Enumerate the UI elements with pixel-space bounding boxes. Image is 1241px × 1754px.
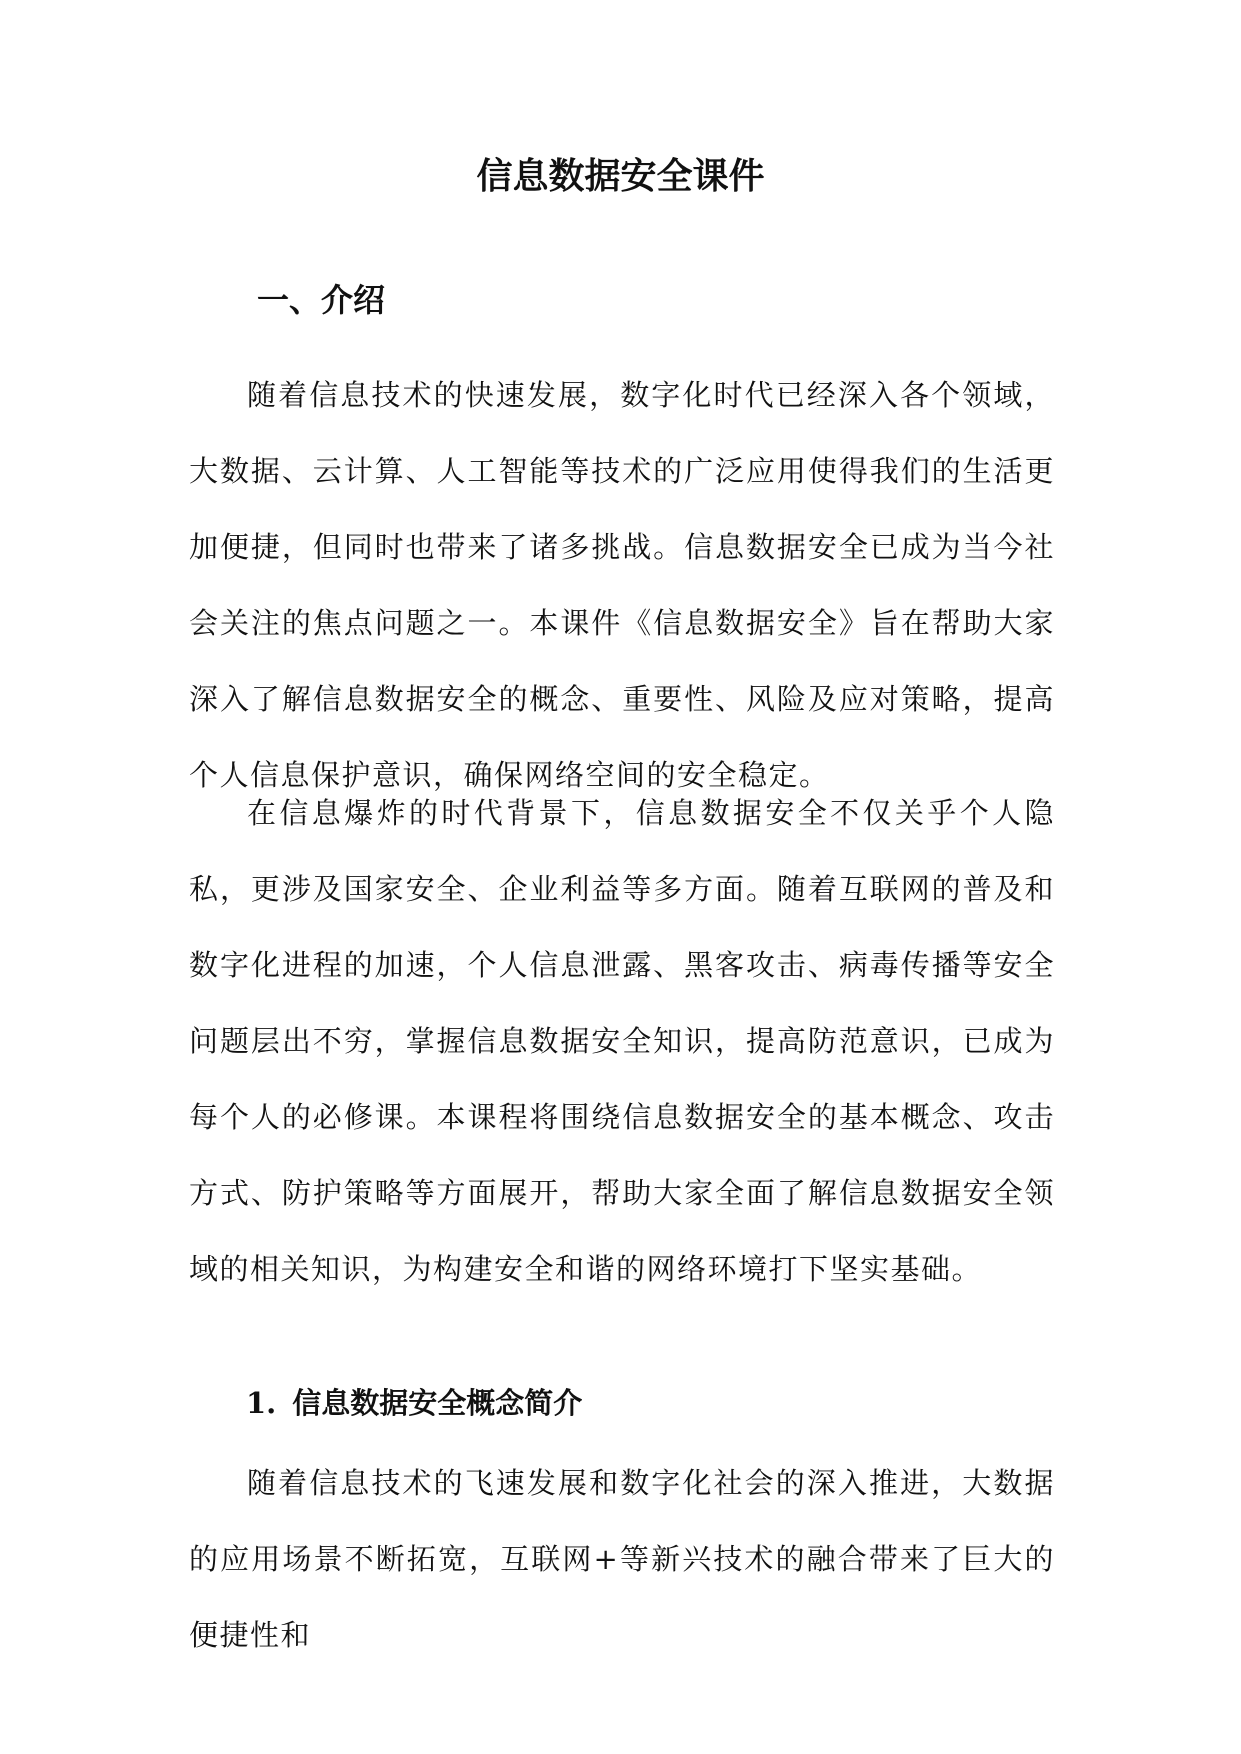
document-title: 信息数据安全课件	[476, 155, 765, 197]
subsection-number: 1.	[246, 1386, 277, 1420]
section-heading-introduction: 一、介绍	[257, 281, 386, 319]
concept-paragraph: 随着信息技术的飞速发展和数字化社会的深入推进，大数据的应用场景不断拓宽，互联网+等新兴技术的融合带来了巨大的便捷性和	[189, 1466, 1055, 1652]
intro-paragraph-2: 在信息爆炸的时代背景下，信息数据安全不仅关乎个人隐私，更涉及国家安全、企业利益等多方面。随着互联网的普及和数字化进程的加速，个人信息泄露、黑客攻击、病毒传播等安全问题层出不穷，掌握信息数据安全知识，提高防范意识，已成为每个人的必修课。本课程将围绕信息数据安全的基本概念、攻击方式、防护策略等方面展开，帮助大家全面了解信息数据安全领域的相关知识，为构建安全和谐的网络环境打下坚实基础。	[189, 796, 1055, 1286]
subsection-title: 信息数据安全概念简介	[292, 1386, 583, 1420]
intro-paragraph-1: 随着信息技术的快速发展，数字化时代已经深入各个领域，大数据、云计算、人工智能等技术的广泛应用使得我们的生活更加便捷，但同时也带来了诸多挑战。信息数据安全已成为当今社会关注的焦点问题之一。本课件《信息数据安全》旨在帮助大家深入了解信息数据安全的概念、重要性、风险及应对策略，提高个人信息保护意识，确保网络空间的安全稳定。	[189, 378, 1055, 792]
subsection-heading-concept	[246, 1378, 582, 1428]
